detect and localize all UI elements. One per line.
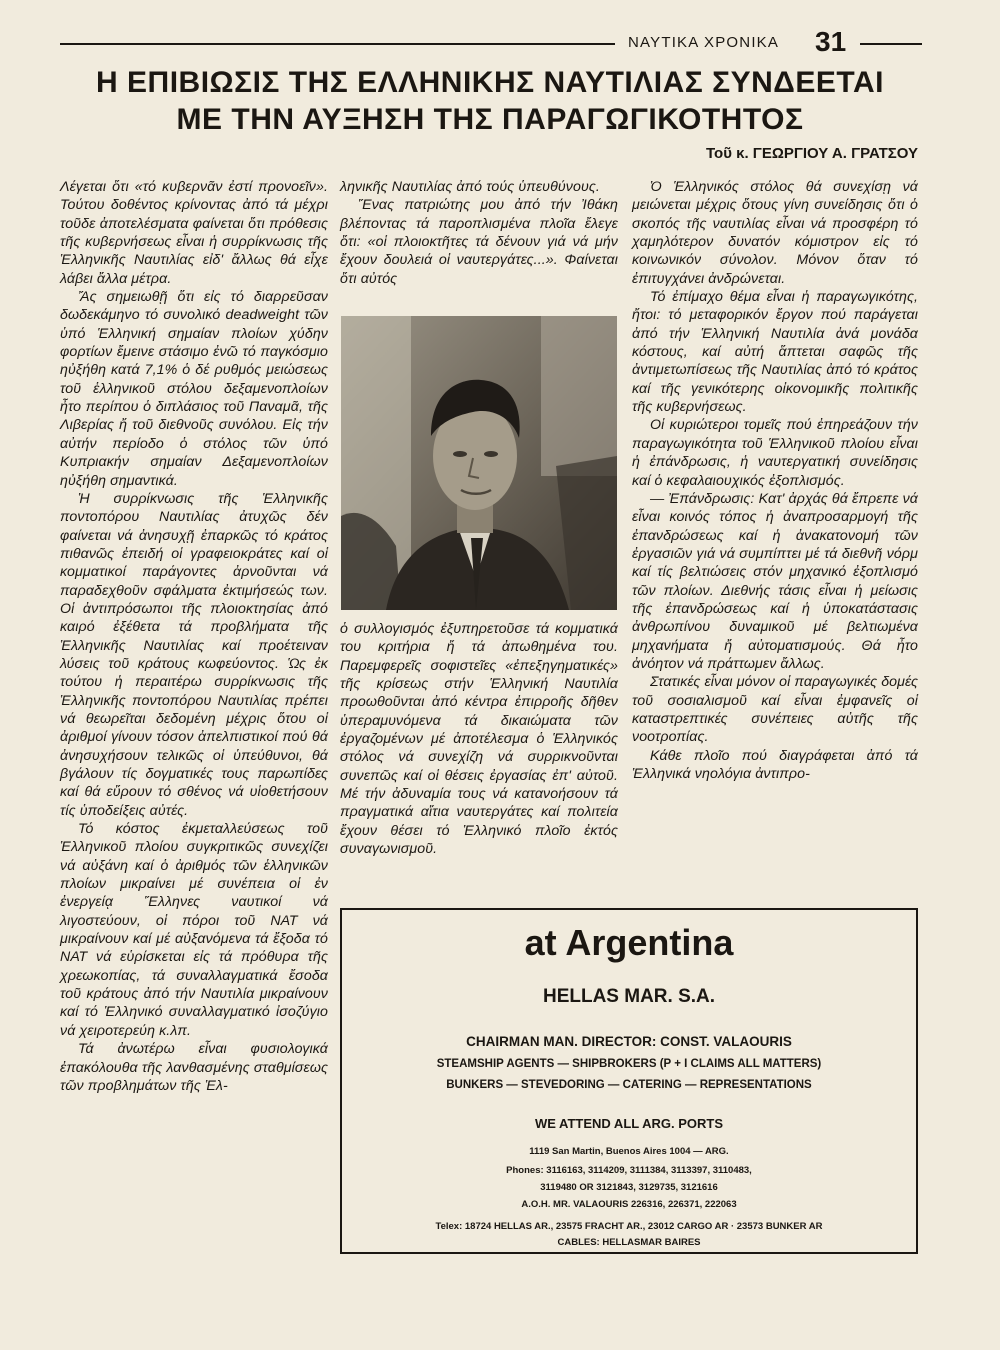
paragraph: Τά ἀνωτέρω εἶναι φυσιολογικά ἐπακόλουθα τῆς λανθασμένης σταθμίσεως τῶν προβλημάτων τῆς Ἑλ-	[60, 1041, 328, 1094]
headline-line-2: ΜΕ ΤΗΝ ΑΥΞΗΣΗ ΤΗΣ ΠΑΡΑΓΩΓΙΚΟΤΗΤΟΣ	[176, 103, 804, 136]
text-column-3	[632, 178, 918, 783]
ad-phones: 3119480 OR 3121843, 3129735, 3121616	[540, 1182, 718, 1193]
paragraph: Ἡ συρρίκνωσις τῆς Ἑλληνικῆς ποντοπόρου Ναυτιλίας ἀτυχῶς δέν φαίνεται νά ἀνησυχῇ ἐπαρκῶς τό κράτος πιθανῶς ἐπειδή οἱ γραφειοκράτες καί οἱ κομματικοί παράγοντες ἀρνοῦνται νά παραδεχθοῦν σφάλματα ἐκτιμήσεώς των. Οἱ ἀντιπρόσωποι τῆς πλοιοκτησίας ἀπό καιρό ἐξέθετα τά προβλήματα τῆς Ἑλληνικῆς Ναυτιλίας καί προέτειναν λύσεις τοῦ κράτους κωφεύοντος. Ὡς ἐκ τούτου ἡ περαιτέρω συρρίκνωσις τῆς Ἑλληνικῆς ποντοπόρου Ναυτιλίας πρέπει νά θεωρεῖται δεδομένη μέχρις ὅτου οἱ ἀριθμοί γίνουν τόσον ἀπελπιστικοί πού θά ἀνησυχήσουν τελικῶς οἱ ὑπεύθυνοι, θά βγάλουν τίς δογματικές τους παρωπίδες καί θά εὕρουν τό σθένος νά υἱοθετήσουν τίς ὑποδείξεις αὐτές.	[60, 490, 328, 819]
ad-company-name: HELLAS MAR. S.A.	[542, 986, 716, 1007]
headline-line-1: Η ΕΠΙΒΙΩΣΙΣ ΤΗΣ ΕΛΛΗΝΙΚΗΣ ΝΑΥΤΙΛΙΑΣ ΣΥΝΔΕΕΤΑΙ	[96, 66, 884, 99]
paragraph: Κάθε πλοῖο πού διαγράφεται ἀπό τά Ἑλληνικά νηολόγια ἀντιπρο-	[632, 747, 918, 782]
ad-address: 1119 San Martin, Buenos Aires 1004 — ARG.	[529, 1146, 729, 1157]
header-rule-left	[60, 43, 615, 45]
paragraph: ὁ συλλογισμός ἐξυπηρετοῦσε τά κομματικά του κριτήρια ἤ τά ἀπωθημένα του. Παρεμφερεῖς σοφιστεῖες «ἐπεξηγηματικές» τῆς κρίσεως στήν Ἑλληνική Ναυτιλία προωθοῦνται ἀπό κέντρα ἐπιρροῆς δῆθεν ὑπεραμυνόμενα τά δικαιώματα τῶν ἐργαζομένων μέ ἀποτέλεσμα ὁ Ἑλληνικός στόλος νά συνεχίζη νά συρρικνοῦνται συνεπῶς καί οἱ θέσεις ἐργασίας ἐπ' αὐτοῦ. Μέ τήν ἀδυναμία τους νά κατανοήσουν τά πραγματικά αἴτια ναυτεργάτες καί πολιτεία ἔχουν θέσει τό Ἑλληνικό πλοῖο ἐκτός συναγωνισμοῦ.	[340, 621, 618, 858]
ad-ports: WE ATTEND ALL ARG. PORTS	[534, 1116, 723, 1131]
paragraph: Τό κόστος ἐκμεταλλεύσεως τοῦ Ἑλληνικοῦ πλοίου συγκριτικῶς συνεχίζει νά αὐξάνη καί ὁ ἀριθμός τῶν ἑλληνικῶν πλοίων μικραίνει μέ συνέπεια οἱ ἐν ἐνεργείᾳ Ἕλληνες ναυτικοί νά λιγοστεύουν, οἱ πόροι τοῦ ΝΑΤ νά μικραίνουν καί μέ αὐξανόμενα τά ἔξοδα τό ΝΑΤ νά εὑρίσκεται εἰς τά πρόθυρα τῆς χρεωκοπίας, τά συναλλαγματικά ἔσοδα τοῦ κράτους ἀπό τήν Ναυτιλία μικραίνουν καί τό Ἑλληνικό συναλλαγματικό ἰσοζύγιο νά χειροτερεύη κ.λπ.	[60, 821, 328, 1039]
ad-services-line: BUNKERS — STEVEDORING — CATERING — REPRESENTATIONS	[446, 1079, 812, 1091]
paragraph: — Ἐπάνδρωσις: Κατ' ἀρχάς θά ἔπρεπε νά εἶναι κοινός τόπος ἡ ἀναπροσαρμογή τῆς ἐπανδρώσεως καί ἡ ἀνακατονομή τῶν ἐργασιῶν γιά νά συμπίπτει μέ τά διεθνῆ νόρμ καί τίς βελτιώσεις στόν μηχανικό ἐξοπλισμό τῶν πλοίων. Διεθνής τάσις εἶναι ἡ μείωσις τῆς ἐπανδρώσεως καί ἡ ὑποκατάστασις ἀνθρωπίνου δυναμικοῦ μέ βελτιωμένα μηχανήματα ἤ αὐτοματισμούς. Θά ἦτο ἀνόητον νά πράττωμεν ἄλλως.	[632, 490, 918, 672]
author-portrait-photo	[341, 316, 617, 610]
ad-chairman: CHAIRMAN MAN. DIRECTOR: CONST. VALAOURIS	[466, 1034, 792, 1049]
ad-services-line: STEAMSHIP AGENTS — SHIPBROKERS (P + I CLAIMS ALL MATTERS)	[436, 1058, 822, 1070]
ad-contact: A.O.H. MR. VALAOURIS 226316, 226371, 222063	[521, 1199, 737, 1210]
ad-cables: CABLES: HELLASMAR BAIRES	[557, 1237, 701, 1248]
text-column-2-bottom	[340, 620, 618, 858]
paragraph: Τό ἐπίμαχο θέμα εἶναι ἡ παραγωγικότης, ἤτοι: τό μεταφορικόν ἔργον πού παράγεται ἀπό τήν Ἑλληνική Ναυτιλία ἀνά μονάδα κόστους, καί αὐτή ἅπτεται σαφῶς τῆς ἀντιμετωπίσεως τῆς Ναυτιλίας ἀπό τό κράτος καί τῆς γενικότερης οἰκονομικῆς πολιτικῆς τῆς κυβερνήσεως.	[632, 289, 918, 416]
paragraph: ληνικῆς Ναυτιλίας ἀπό τούς ὑπευθύνους.	[340, 179, 600, 195]
paragraph: Οἱ κυριώτεροι τομεῖς πού ἐπηρεάζουν τήν παραγωγικότητα τοῦ Ἑλληνικοῦ πλοίου εἶναι ἡ ἐπάνδρωσις, ἡ ναυτεργατική συνείδησις καί ὁ κεφαλαιουχικός ἐξοπλισμός.	[632, 417, 918, 489]
portrait-illustration	[341, 316, 617, 610]
text-column-1	[60, 178, 328, 1095]
page-number: 31	[815, 26, 847, 57]
header-rule-right	[860, 43, 922, 45]
paragraph: Λέγεται ὅτι «τό κυβερνᾶν ἐστί προνοεῖν». Τούτου δοθέντος κρίνοντας ἀπό τά μέχρι τοῦδε ἀποτελέσματα φαίνεται ὅτι πρόθεσις τῆς κυβερνήσεως εἶναι ἡ συρρίκνωσις τῆς Ἑλληνικῆς Ναυτιλίας εἰδ' ἄλλως θά εἶχε λάβει ἄλλα μέτρα.	[60, 179, 328, 287]
text-column-2-top	[340, 178, 618, 288]
magazine-name: ΝΑΥΤΙΚΑ ΧΡΟΝΙΚΑ	[628, 34, 780, 51]
ad-telex: Telex: 18724 HELLAS AR., 23575 FRACHT AR., 23012 CARGO AR · 23573 BUNKER AR	[435, 1221, 823, 1232]
ad-phones: Phones: 3116163, 3114209, 3111384, 3113397, 3110483,	[506, 1165, 752, 1176]
paragraph: Ὁ Ἑλληνικός στόλος θά συνεχίσῃ νά μειώνεται μέχρις ὅτους γίνη συνείδησις ὅτι ὁ σκοπός τῆς ναυτιλίας εἶναι νά προσφέρη τό χαμηλότερον δυνατόν κόμιστρον εἰς τό κοινωνικόν σύνολον. Μόνον ὅταν τό ἐπιτυγχάνει ἀνδρώνεται.	[632, 179, 918, 287]
advertisement-box	[340, 908, 918, 1254]
paragraph: Στατικές εἶναι μόνον οἱ παραγωγικές δομές τοῦ σοσιαλισμοῦ καί εἶναι ἐμφανεῖς οἱ καταστρεπτικές συνέπειες αὐτῆς τῆς νοοτροπίας.	[632, 674, 918, 746]
author-byline: Τοῦ κ. ΓΕΩΡΓΙΟΥ Α. ΓΡΑΤΣΟΥ	[706, 145, 918, 162]
article-headline	[60, 64, 920, 138]
ad-title: at Argentina	[524, 922, 734, 963]
paragraph: Ἄς σημειωθῇ ὅτι εἰς τό διαρρεῦσαν δωδεκάμηνο τό συνολικό deadweight τῶν ὑπό Ἑλληνική σημαίαν πλοίων χύδην φορτίων ἔμεινε στάσιμο ἐνῶ τό παγκόσμιο ηὐξήθη κατά 7,1% ὁ δέ ρυθμός μειώσεως τοῦ ἑλληνικοῦ στόλου δεξαμενοπλοίων ἦτο περίπου ὁ διπλάσιος τοῦ Παναμᾶ, τῆς Λιβερίας ἤ τοῦ διεθνοῦς συνόλου. Εἰς τήν αὐτήν περίοδο ὁ στόλος τῶν ὑπό Κυπριακήν σημαίαν Δεξαμενοπλοίων ηὐξήθη σημαντικά.	[60, 289, 328, 489]
paragraph: Ἕνας πατριώτης μου ἀπό τήν Ἰθάκη βλέποντας τά παροπλισμένα πλοῖα ἔλεγε ὅτι: «οἱ πλοιοκτῆτες τά δένουν γιά νά μήν ἔχουν δουλειά οἱ ναυτεργάτες...». Φαίνεται ὅτι αὐτός	[340, 197, 618, 287]
